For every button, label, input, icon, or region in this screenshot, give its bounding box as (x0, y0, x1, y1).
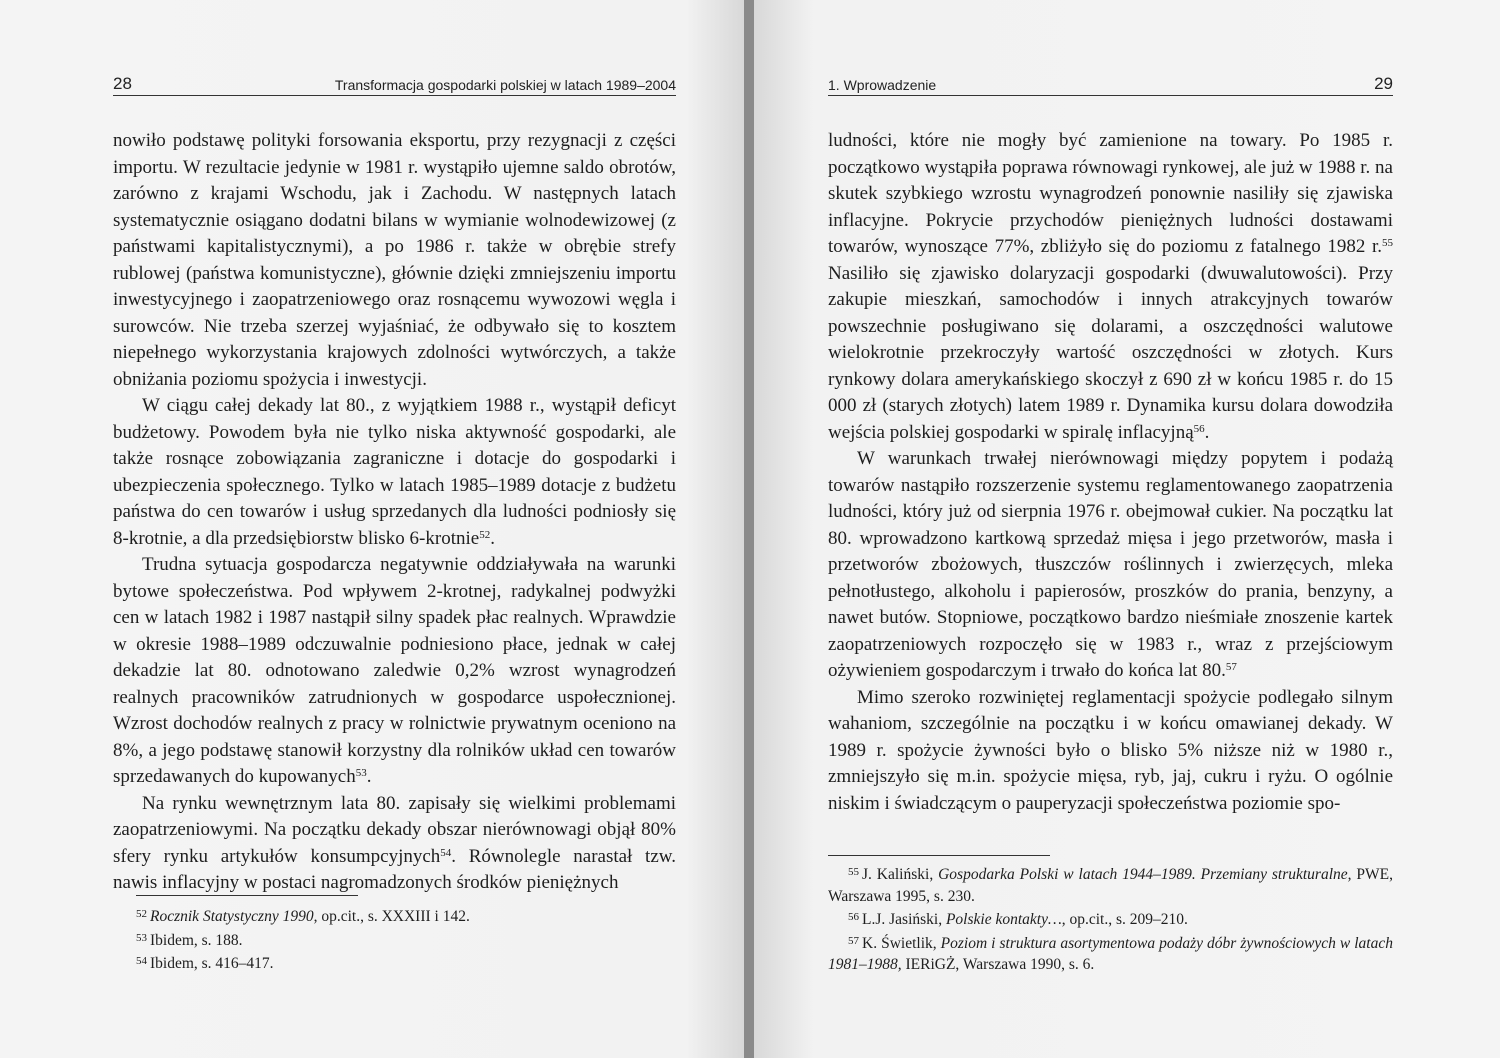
paragraph: ludności, które nie mogły być zamienione na towary. Po 1985 r. początkowo wystąpiła poprawa równowagi rynkowej, ale już w 1988 r. na skutek szybkiego wzrostu wynagrodzeń ponownie nasiliły się zjawiska inflacyjne. Pokrycie przychodów pieniężnych ludności dostawami towarów, wynoszące 77%, zbliżyło się do poziomu z fatalnego 1982 r.$^{55}$ Nasiliło się zjawisko dolaryzacji gospodarki (dwuwalutowości). Przy zakupie mieszkań, samochodów i innych atrakcyjnych towarów powszechnie posługiwano się dolarami, a oszczędności walutowe wielokrotnie przekroczyły wartość oszczędności w złotych. Kurs rynkowy dolara amerykańskiego skoczył z 690 zł w końcu 1985 r. do 15 000 zł (starych złotych) latem 1989 r. Dynamika kursu dolara dowodziła wejścia polskiej gospodarki w spiralę inflacyjną$^{56}$. (828, 130, 1393, 443)
footnote: $^{55}$ J. Kaliński, Gospodarka Polski w latach 1944–1989. Przemiany strukturalne, PWE, Warszawa 1995, s. 230. (828, 866, 1394, 905)
left-body-text (113, 128, 676, 897)
right-page (754, 0, 1500, 1058)
footnote-divider (136, 895, 358, 896)
footnote-ref[interactable]: 55 (1382, 237, 1393, 249)
footnote-ref[interactable]: 53 (355, 767, 367, 779)
right-footnotes (828, 862, 1393, 976)
footnote-ref[interactable]: 52 (479, 528, 491, 541)
right-body-text (828, 128, 1393, 817)
paragraph: nowiło podstawę polityki forsowania eksportu, przy rezygnacji z części importu. W rezultacie jedynie w 1981 r. wystąpiło ujemne saldo obrotów, zarówno z krajami Wschodu, jak i Zachodu. W następnych latach systematycznie osiągano dodatni bilans w wymianie wolnodewizowej (z państwami kapitalistycznymi), a po 1986 r. także w obrębie strefy rublowej (państwa komunistyczne), głównie dzięki zmniejszeniu importu inwestycyjnego i zaopatrzeniowego oraz rosnącemu wywozowi węgla i surowców. Nie trzeba szerzej wyjaśniać, że odbywało się to kosztem niepełnego wykorzystania krajowych zdolności wytwórczych, a także obniżania poziomu spożycia i inwestycji. (113, 130, 676, 390)
paragraph: W ciągu całej dekady lat 80., z wyjątkiem 1988 r., wystąpił deficyt budżetowy. Powodem była nie tylko niska aktywność gospodarki, ale także rosnące zobowiązania zagraniczne i dotacje do gospodarki i ubezpieczenia społecznego. Tylko w latach 1985–1989 dotacje z budżetu państwa do cen towarów i usług sprzedanych dla ludności podniosły się 8-krotnie, a dla przedsiębiorstw blisko 6-krotnie$^{52}$. (113, 395, 676, 549)
paragraph: Trudna sytuacja gospodarcza negatywnie oddziaływała na warunki bytowe społeczeństwa. Pod wpływem 2-krotnej, radykalnej podwyżki cen w latach 1982 i 1987 nastąpił silny spadek płac realnych. Wprawdzie w okresie 1988–1989 odczuwalnie podniesiono płace, jednak w całej dekadzie lat 80. odnotowano zaledwie 0,2% wzrost wynagrodzeń realnych pracowników zatrudnionych w gospodarce uspołecznionej. Wzrost dochodów realnych z pracy w rolnictwie prywatnym oceniono na 8%, a jego podstawę stanowił korzystny dla rolników układ cen towarów sprzedawanych do kupowanych$^{53}$. (113, 554, 676, 787)
footnote: $^{54}$ Ibidem, s. 416–417. (136, 955, 274, 972)
running-head: Transformacja gospodarki polskiej w latach 1989–2004 (334, 77, 676, 93)
left-page (0, 0, 746, 1058)
footnote: $^{53}$ Ibidem, s. 188. (136, 931, 243, 949)
left-footnotes (136, 904, 656, 975)
footnote-divider (828, 855, 1050, 856)
running-head: 1. Wprowadzenie (828, 77, 937, 93)
paragraph: W warunkach trwałej nierównowagi między popytem i podażą towarów nastąpiło rozszerzenie systemu reglamentowanego zaopatrzenia ludności, który już od sierpnia 1976 r. obejmował cukier. Na początku lat 80. wprowadzono kartkową sprzedaż mięsa i jego przetworów, masła i przetworów zbożowych, tłuszczów roślinnych i zwierzęcych, mleka pełnotłustego, alkoholu i papierosów, proszków do prania, benzyny, a nawet butów. Stopniowe, początkowo bardzo nieśmiałe znoszenie kartek zaopatrzeniowych rozpoczęło się w 1983 r., wraz z przejściowym ożywieniem gospodarczym i trwało do końca lat 80.57 (828, 448, 1393, 681)
footnote-ref[interactable]: 57 (1225, 661, 1237, 673)
page-number: 29 (1374, 74, 1393, 93)
footnote-ref[interactable]: 54 (440, 846, 452, 859)
footnote: $^{56}$ L.J. Jasiński, Polskie kontakty…, op.cit., s. 209–210. (848, 911, 1188, 928)
footnote: $^{52}$ Rocznik Statystyczny 1990, op.cit., s. XXXIII i 142. (136, 908, 470, 925)
paragraph: Mimo szeroko rozwiniętej reglamentacji spożycie podlegało silnym wahaniom, szczególnie na początku i w końcu omawianej dekady. W 1989 r. spożycie żywności było o blisko 5% niższe niż w 1980 r., zmniejszyło się m.in. spożycie mięsa, ryb, jaj, cukru i ryżu. O ogólnie niskim i świadczącym o pauperyzacji społeczeństwa poziomie spo- (828, 686, 1393, 814)
paragraph: Na rynku wewnętrznym lata 80. zapisały się wielkimi problemami zaopatrzeniowymi. Na początku dekady obszar nierównowagi objął 80% sfery rynku artykułów konsumpcyjnych$^{54}$. Równolegle narastał tzw. nawis inflacyjny w postaci nagromadzonych środków pieniężnych (113, 792, 676, 893)
left-page-header (113, 71, 676, 96)
footnote-ref[interactable]: 56 (1193, 422, 1205, 435)
right-page-header (828, 71, 1393, 96)
footnote: $^{57}$ K. Świetlik, Poziom i struktura asortymentowa podaży dóbr żywnościowych w latach 1981–1988, IERiGŻ, Warszawa 1990, s. 6. (828, 934, 1393, 973)
page-number: 28 (113, 74, 132, 93)
